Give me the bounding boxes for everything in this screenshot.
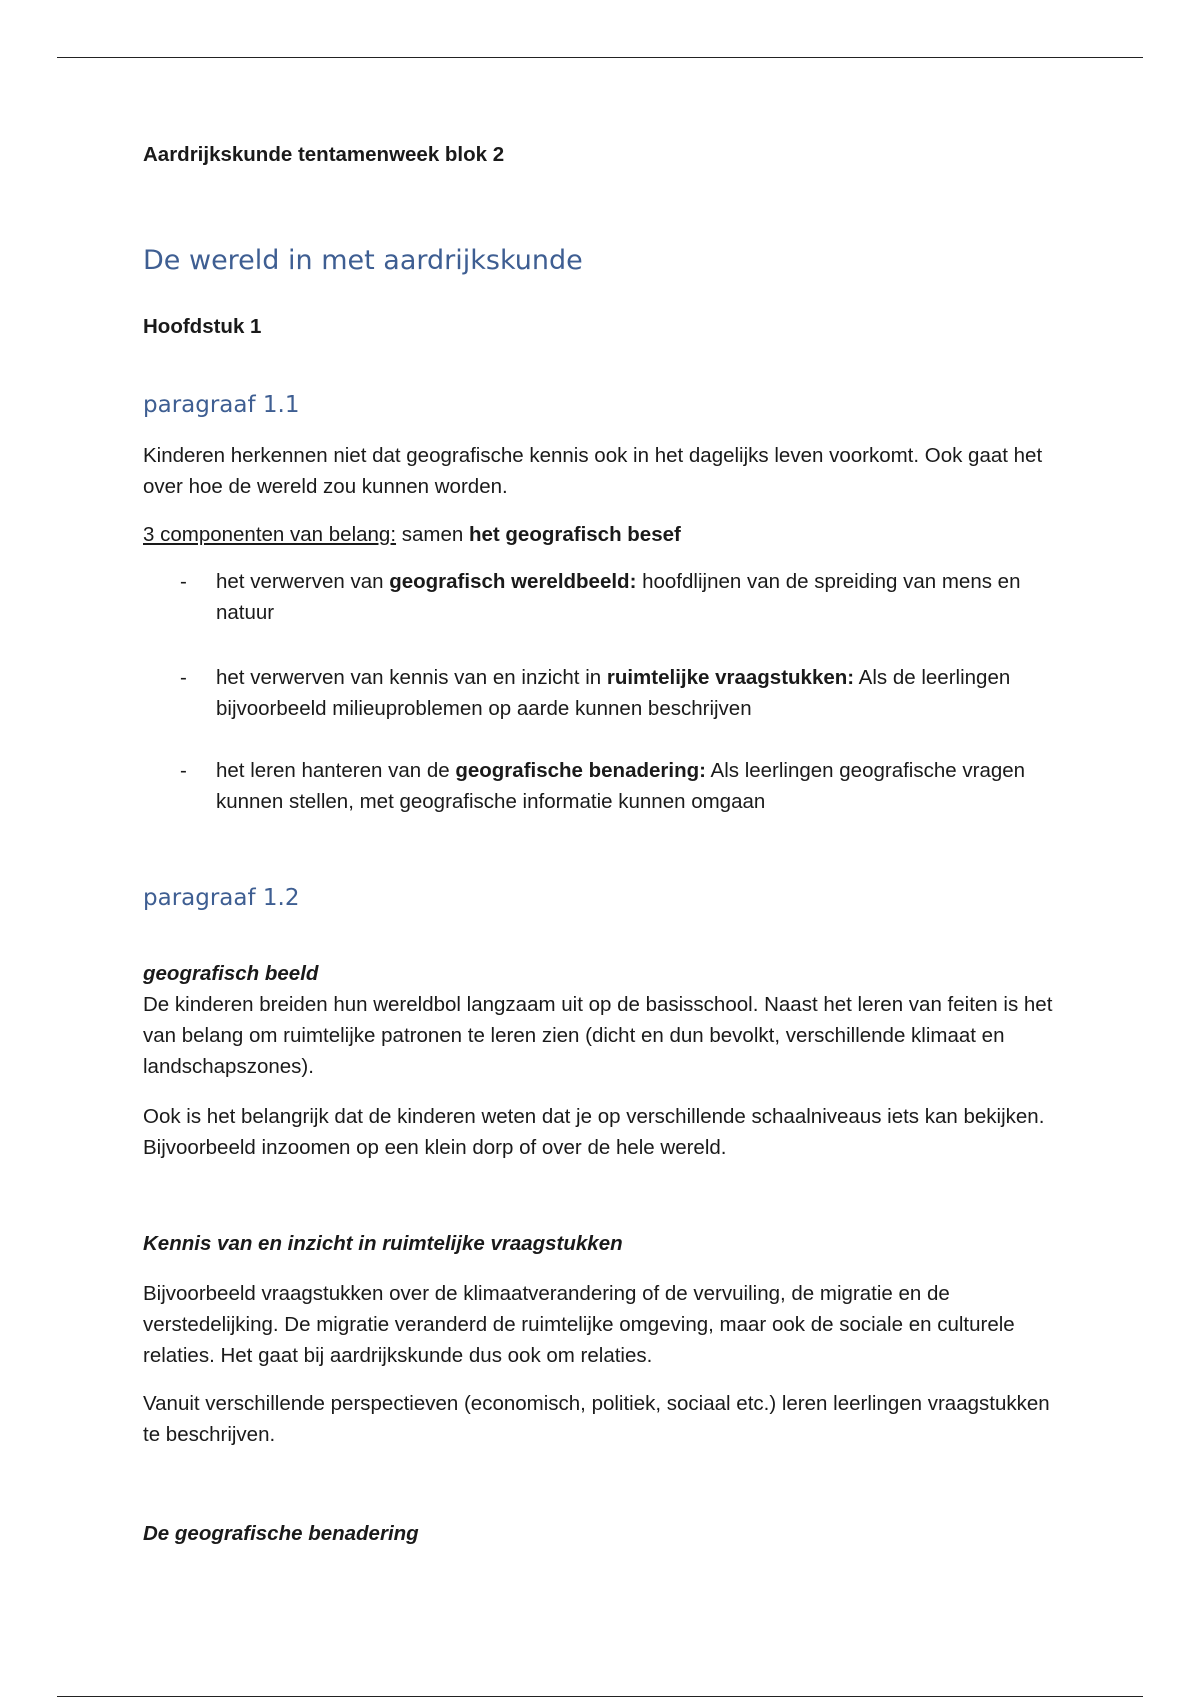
- list-item-text: [216, 662, 1076, 724]
- list-item-post: hoofdlijnen van de spreiding van mens en natuur: [216, 570, 1021, 624]
- paragraph: Ook is het belangrijk dat de kinderen weten dat je op verschillende schaalniveaus iets kan bekijken. Bijvoorbeeld inzoomen op een klein dorp of over de hele wereld.: [143, 1105, 1045, 1159]
- document-title: Aardrijkskunde tentamenweek blok 2: [143, 143, 505, 166]
- components-underlined: 3 componenten van belang:: [143, 523, 397, 546]
- components-plain: samen: [396, 523, 469, 546]
- list-dash: -: [180, 570, 187, 593]
- subheading-geografisch-beeld: geografisch beeld: [143, 962, 319, 985]
- top-rule: [57, 57, 1143, 58]
- paragraph: Bijvoorbeeld vraagstukken over de klimaatverandering of de vervuiling, de migratie en de verstedelijking. De migratie veranderd de ruimtelijke omgeving, maar ook de sociale en culturele relaties. Het gaat bij aardrijkskunde dus ook om relaties.: [143, 1282, 1015, 1367]
- bottom-rule: [57, 1696, 1143, 1697]
- chapter-heading: Hoofdstuk 1: [143, 315, 262, 338]
- list-item-bold: ruimtelijke vraagstukken:: [606, 666, 855, 689]
- components-bold: het geografisch besef: [468, 523, 681, 546]
- section-heading-1-2: paragraaf 1.2: [143, 885, 300, 911]
- subheading-ruimtelijke-vraagstukken: Kennis van en inzicht in ruimtelijke vraagstukken: [143, 1232, 623, 1255]
- list-item-pre: het leren hanteren van de: [216, 759, 456, 782]
- paragraph: Vanuit verschillende perspectieven (economisch, politiek, sociaal etc.) leren leerlingen vraagstukken te beschrijven.: [143, 1392, 1050, 1446]
- list-item-post: Als leerlingen geografische vragen kunnen stellen, met geografische informatie kunnen omgaan: [216, 759, 1026, 813]
- paragraph: De kinderen breiden hun wereldbol langzaam uit op de basisschool. Naast het leren van feiten is het van belang om ruimtelijke patronen te leren zien (dicht en dun bevolkt, verschillende klimaat en landschapszones).: [143, 993, 1053, 1078]
- list-item-text: [216, 755, 1076, 817]
- list-item-text: [216, 566, 1076, 628]
- list-item-bold: geografisch wereldbeeld:: [389, 570, 637, 593]
- main-heading: De wereld in met aardrijkskunde: [143, 245, 583, 276]
- section-heading-1-1: paragraaf 1.1: [143, 392, 300, 418]
- list-item-pre: het verwerven van kennis van en inzicht in: [216, 666, 607, 689]
- list-item-bold: geografische benadering:: [455, 759, 706, 782]
- subheading-geografische-benadering: De geografische benadering: [143, 1522, 419, 1545]
- intro-paragraph: Kinderen herkennen niet dat geografische kennis ook in het dagelijks leven voorkomt. Ook gaat het over hoe de wereld zou kunnen worden.: [143, 444, 1043, 498]
- list-dash: -: [180, 666, 187, 689]
- list-item-pre: het verwerven van: [216, 570, 390, 593]
- components-line: [143, 519, 1063, 550]
- list-dash: -: [180, 759, 187, 782]
- list-item-post: Als de leerlingen bijvoorbeeld milieuproblemen op aarde kunnen beschrijven: [216, 666, 1011, 720]
